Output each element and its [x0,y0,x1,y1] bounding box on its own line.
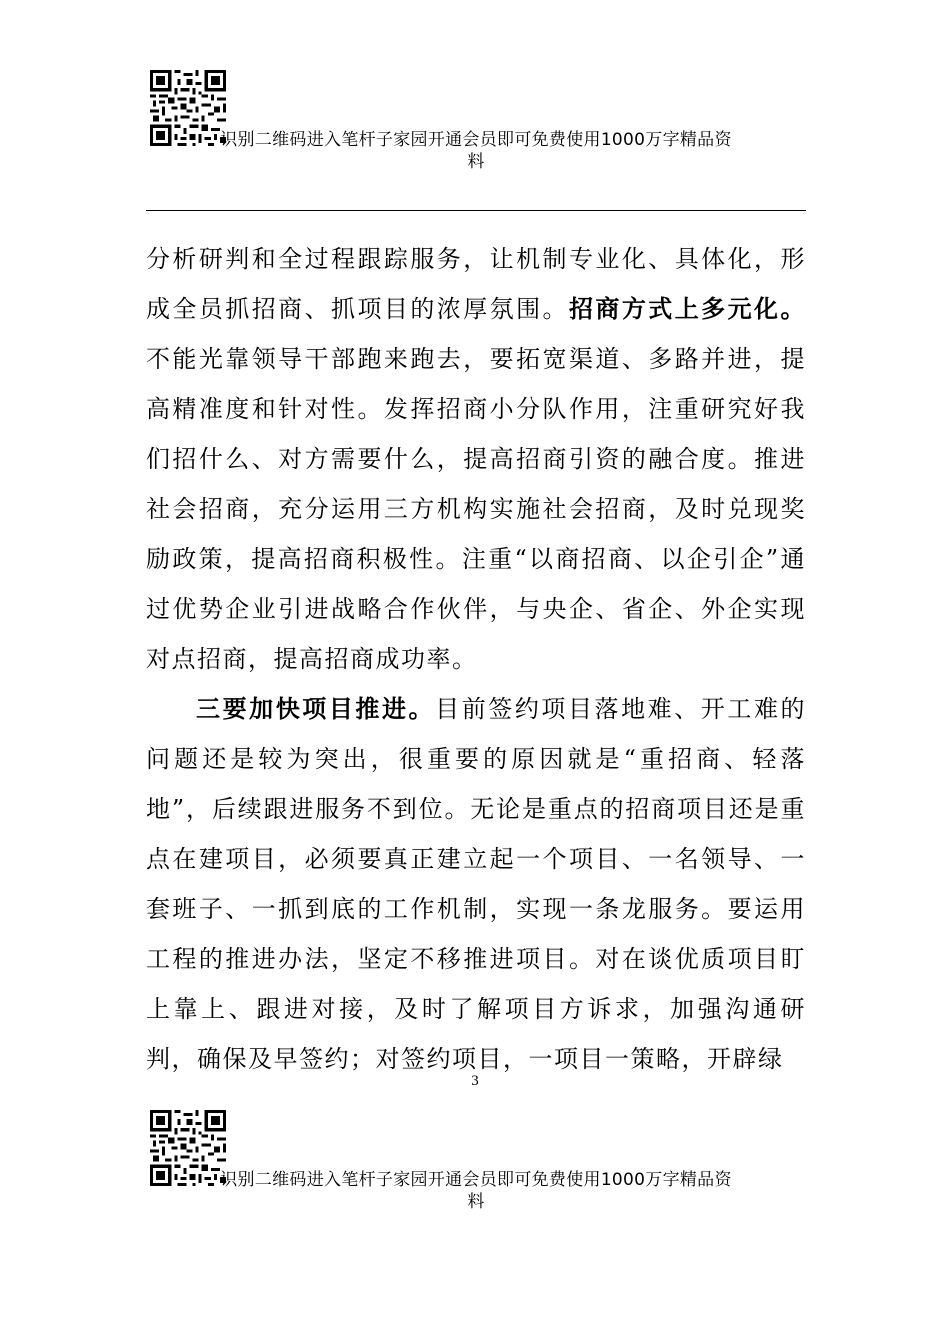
page-number: 3 [471,1073,479,1089]
paragraph-1 [146,234,806,684]
header-divider [146,210,806,211]
footer-promo-line-2: 料 [467,1192,485,1212]
document-body [146,234,806,1084]
paragraph-2-text: 目前签约项目落地难、开工难的问题还是较为突出，很重要的原因就是“重招商、轻落地”，后续跟进服务不到位。无论是重点的招商项目还是重点在建项目，必须要真正建立起一个项目、一名领导、一套班子、一抓到底的工作机制，实现一条龙服务。要运用工程的推进办法，坚定不移推进项目。对在谈优质项目盯上靠上、跟进对接，及时了解项目方诉求，加强沟通研判，确保及早签约；对签约项目，一项目一策略，开辟绿 [146,695,807,1073]
header-promo-line-2: 料 [467,152,485,172]
header-promo-text [146,129,806,173]
paragraph-2 [146,684,806,1084]
paragraph-2-bold-heading: 三要加快项目推进。 [196,695,436,723]
footer-promo-line-1: 识别二维码进入笔杆子家园开通会员即可免费使用1000万字精品资 [220,1170,732,1190]
footer-promo-text [146,1169,806,1213]
paragraph-1-text: 分析研判和全过程跟踪服务，让机制专业化、具体化，形成全员抓招商、抓项目的浓厚氛围。 [146,245,806,323]
paragraph-1-bold-heading: 招商方式上多元化。 [569,295,806,323]
paragraph-1-rest: 不能光靠领导干部跑来跑去，要拓宽渠道、多路并进，提高精准度和针对性。发挥招商小分队作用，注重研究好我们招什么、对方需要什么，提高招商引资的融合度。推进社会招商，充分运用三方机构实施社会招商，及时兑现奖励政策，提高招商积极性。注重“以商招商、以企引企”通过优势企业引进战略合作伙伴，与央企、省企、外企实现对点招商，提高招商成功率。 [146,345,806,673]
header-promo-line-1: 识别二维码进入笔杆子家园开通会员即可免费使用1000万字精品资 [220,130,732,150]
